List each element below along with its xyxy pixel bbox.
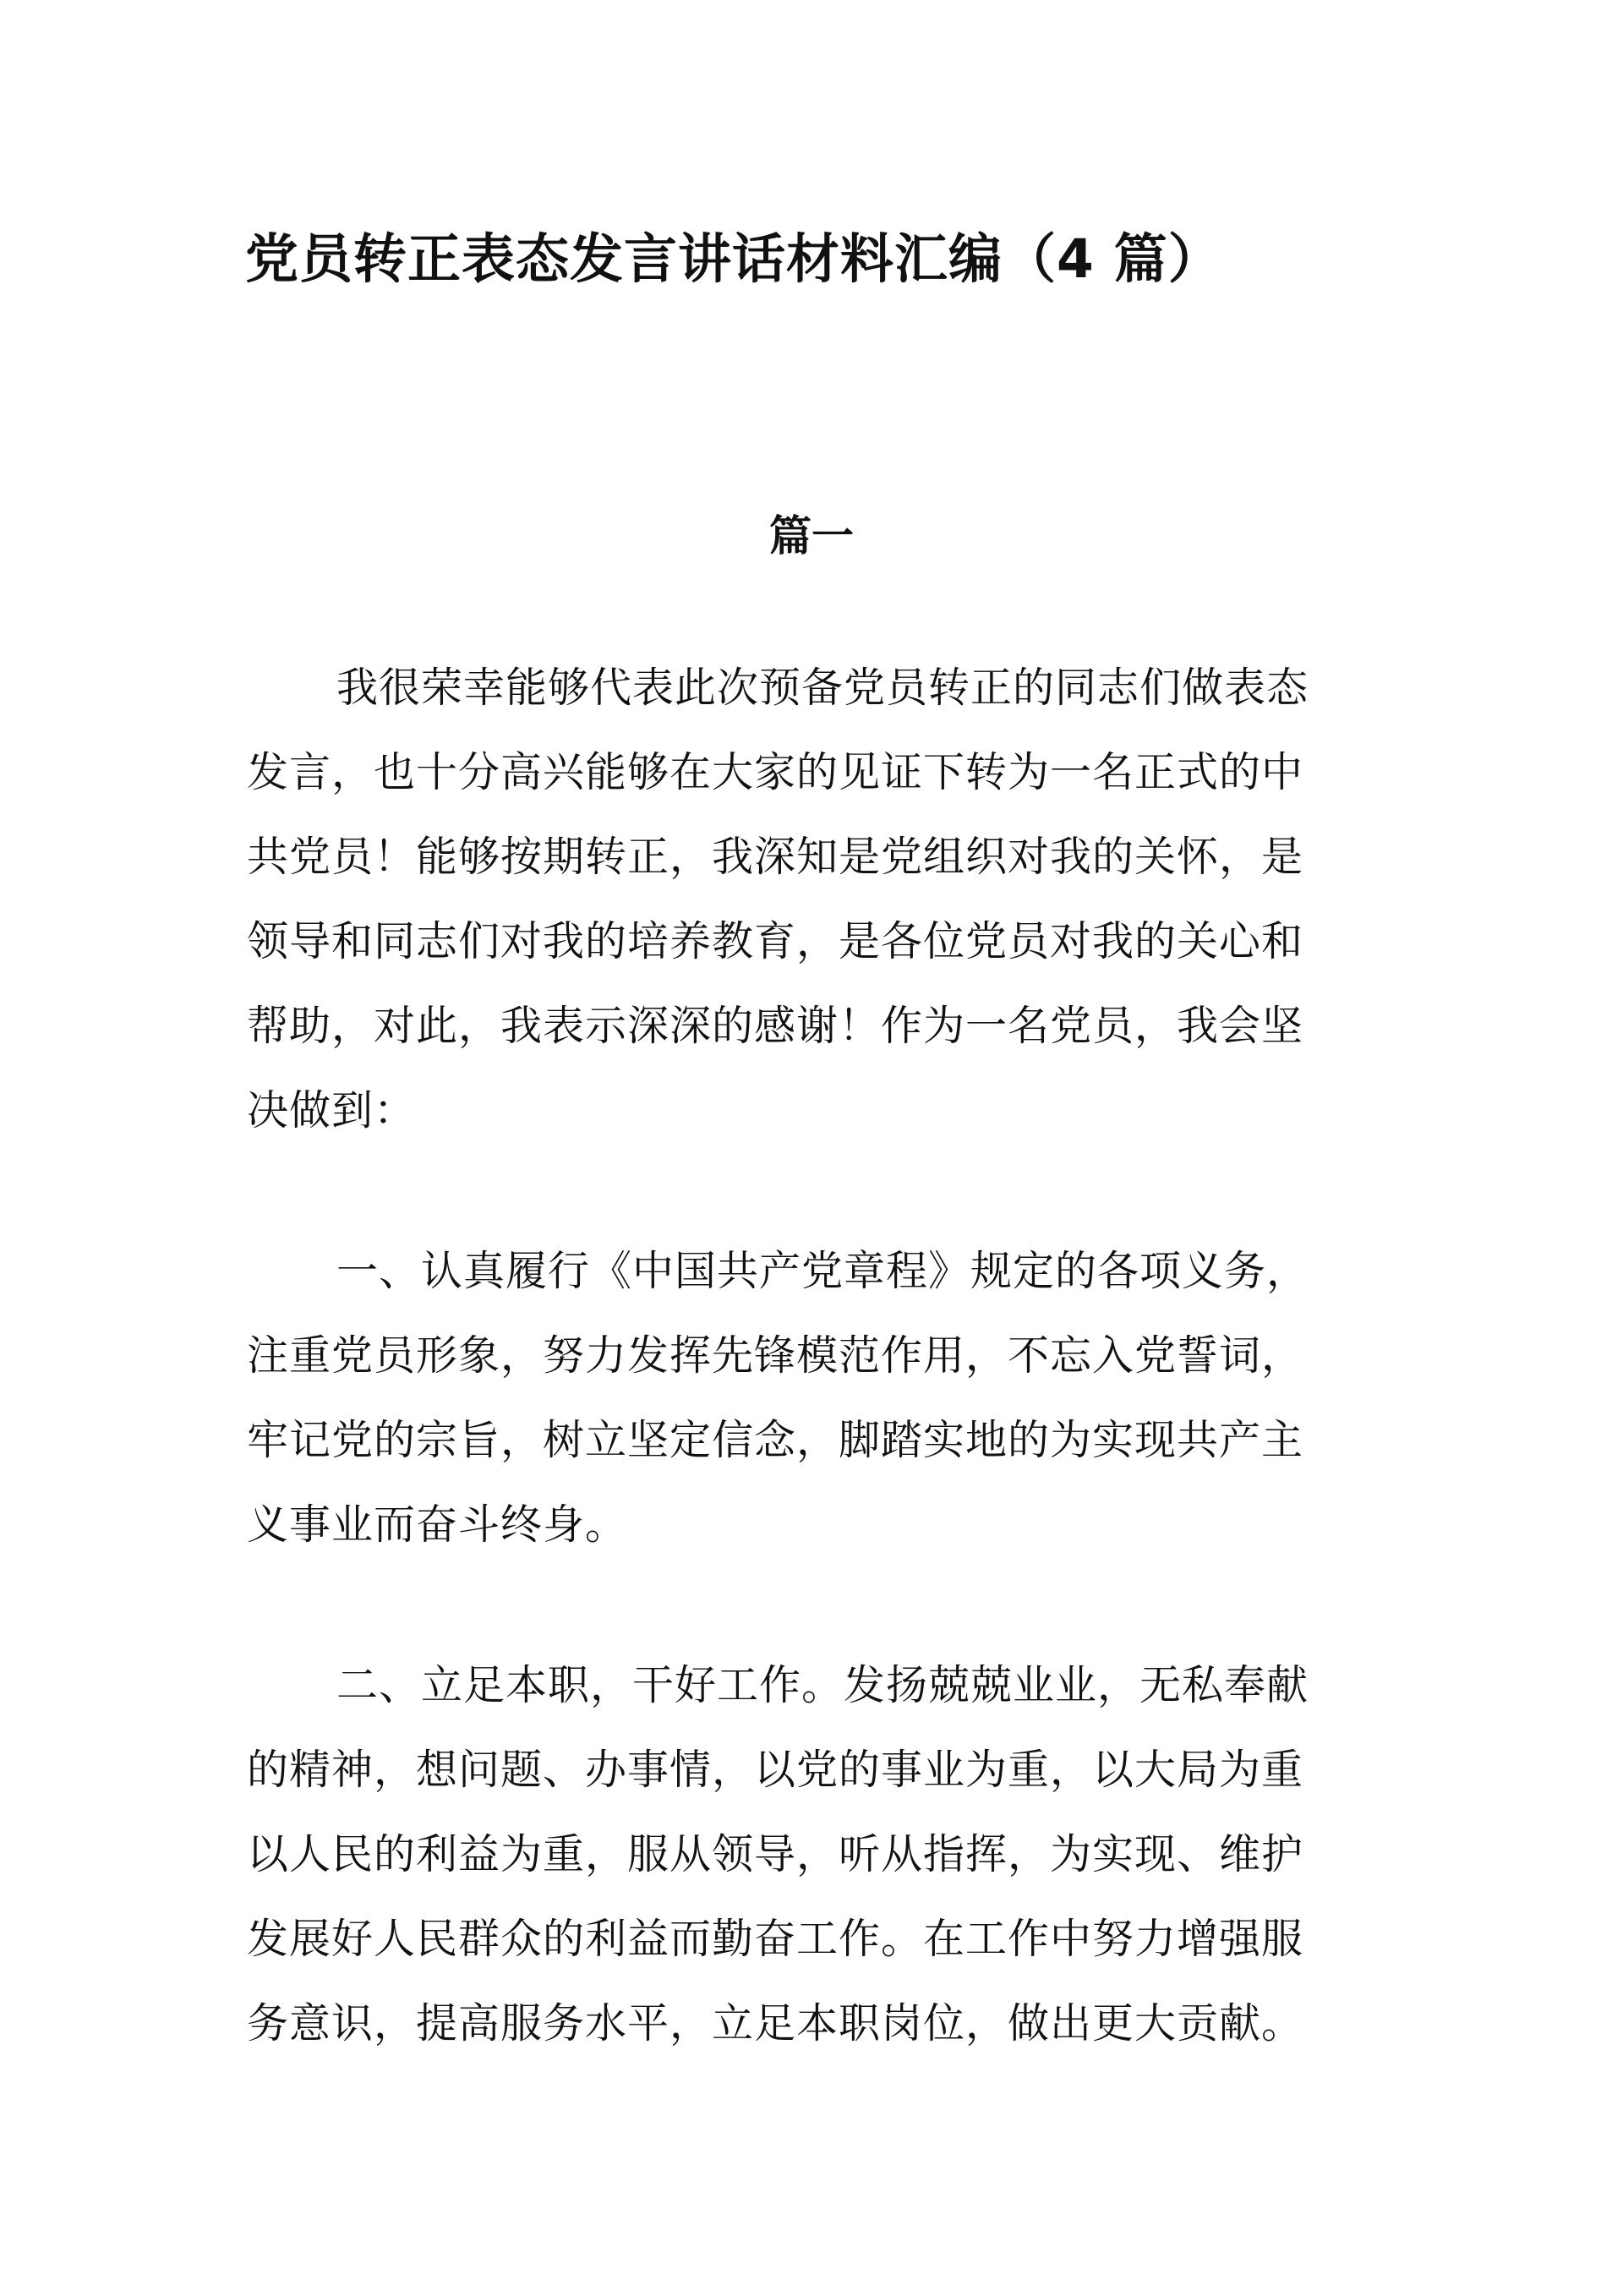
document-title: 党员转正表态发言讲话材料汇编（4 篇）: [245, 228, 1222, 290]
paragraph-line: 义事业而奋斗终身。: [247, 1501, 628, 1549]
section-heading: 篇一: [769, 511, 854, 560]
paragraph-line: 帮助，对此，我表示深深的感谢！作为一名党员，我会坚: [247, 1002, 1304, 1050]
paragraph-line: 我很荣幸能够代表此次预备党员转正的同志们做表态: [336, 664, 1309, 712]
paragraph-line: 牢记党的宗旨，树立坚定信念，脚踏实地的为实现共产主: [247, 1416, 1304, 1464]
paragraph-line: 注重党员形象，努力发挥先锋模范作用，不忘入党誓词，: [247, 1331, 1304, 1380]
paragraph-line: 共党员！能够按期转正，我深知是党组织对我的关怀，是: [247, 833, 1304, 881]
paragraph-line: 领导和同志们对我的培养教育，是各位党员对我的关心和: [247, 917, 1304, 965]
paragraph-line: 以人民的利益为重，服从领导，听从指挥，为实现、维护: [247, 1830, 1304, 1878]
paragraph-line: 一、认真履行《中国共产党章程》规定的各项义务，: [336, 1247, 1309, 1295]
paragraph-line: 二、立足本职，干好工作。发扬兢兢业业，无私奉献: [336, 1661, 1309, 1709]
paragraph-line: 发展好人民群众的利益而勤奋工作。在工作中努力增强服: [247, 1915, 1304, 1963]
paragraph-line: 发言，也十分高兴能够在大家的见证下转为一名正式的中: [247, 748, 1304, 796]
paragraph-line: 决做到：: [247, 1086, 417, 1134]
paragraph-line: 务意识，提高服务水平，立足本职岗位，做出更大贡献。: [247, 1999, 1304, 2047]
paragraph-line: 的精神，想问题、办事情，以党的事业为重，以大局为重: [247, 1746, 1304, 1794]
